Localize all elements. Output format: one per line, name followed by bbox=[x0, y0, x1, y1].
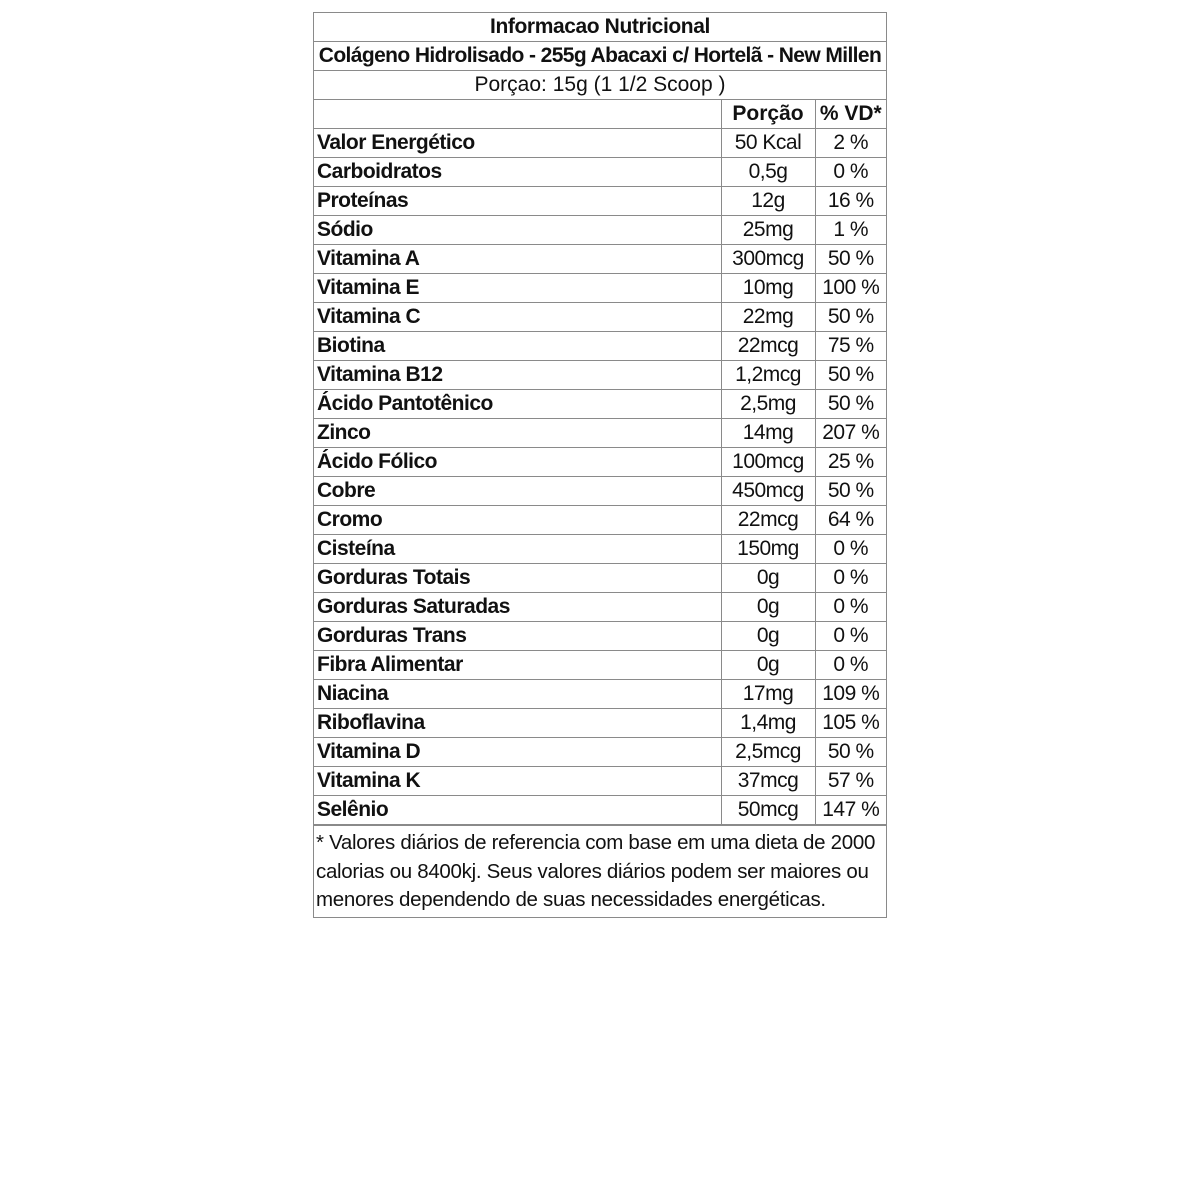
nutrient-name: Ácido Pantotênico bbox=[314, 390, 721, 419]
nutrient-name: Gorduras Saturadas bbox=[314, 593, 721, 622]
nutrient-amount: 25mg bbox=[721, 216, 815, 245]
nutrient-name: Riboflavina bbox=[314, 709, 721, 738]
table-row bbox=[314, 187, 886, 216]
table-row bbox=[314, 332, 886, 361]
nutrient-name: Vitamina C bbox=[314, 303, 721, 332]
nutrient-name: Biotina bbox=[314, 332, 721, 361]
nutrient-name: Vitamina E bbox=[314, 274, 721, 303]
nutrient-name: Gorduras Trans bbox=[314, 622, 721, 651]
nutrient-amount: 2,5mcg bbox=[721, 738, 815, 767]
table-row bbox=[314, 216, 886, 245]
column-header-name bbox=[314, 100, 721, 129]
nutrient-dv: 1 % bbox=[815, 216, 886, 245]
nutrient-amount: 17mg bbox=[721, 680, 815, 709]
column-header-dv: % VD* bbox=[815, 100, 886, 129]
nutrient-name: Vitamina A bbox=[314, 245, 721, 274]
table-row bbox=[314, 564, 886, 593]
nutrient-dv: 64 % bbox=[815, 506, 886, 535]
table-row bbox=[314, 361, 886, 390]
serving-row bbox=[314, 71, 886, 100]
nutrient-amount: 450mcg bbox=[721, 477, 815, 506]
nutrient-dv: 16 % bbox=[815, 187, 886, 216]
table-row bbox=[314, 680, 886, 709]
nutrient-name: Vitamina D bbox=[314, 738, 721, 767]
nutrient-dv: 50 % bbox=[815, 477, 886, 506]
nutrient-dv: 50 % bbox=[815, 738, 886, 767]
table-row bbox=[314, 535, 886, 564]
table-row bbox=[314, 419, 886, 448]
nutrient-amount: 1,2mcg bbox=[721, 361, 815, 390]
nutrient-dv: 0 % bbox=[815, 622, 886, 651]
nutrient-name: Niacina bbox=[314, 680, 721, 709]
nutrient-dv: 50 % bbox=[815, 361, 886, 390]
table-row bbox=[314, 129, 886, 158]
nutrient-dv: 57 % bbox=[815, 767, 886, 796]
nutrient-name: Proteínas bbox=[314, 187, 721, 216]
nutrient-amount: 0g bbox=[721, 651, 815, 680]
nutrient-amount: 50 Kcal bbox=[721, 129, 815, 158]
nutrient-dv: 100 % bbox=[815, 274, 886, 303]
nutrient-dv: 105 % bbox=[815, 709, 886, 738]
table-row bbox=[314, 593, 886, 622]
nutrient-amount: 0g bbox=[721, 593, 815, 622]
nutrient-dv: 75 % bbox=[815, 332, 886, 361]
table-row bbox=[314, 767, 886, 796]
title-row bbox=[314, 13, 886, 42]
nutrient-amount: 2,5mg bbox=[721, 390, 815, 419]
nutrient-dv: 0 % bbox=[815, 564, 886, 593]
nutrient-dv: 50 % bbox=[815, 390, 886, 419]
product-name: Colágeno Hidrolisado - 255g Abacaxi c/ Hortelã - New Millen bbox=[314, 42, 886, 71]
serving-size: Porçao: 15g (1 1/2 Scoop ) bbox=[314, 71, 886, 100]
table-row bbox=[314, 709, 886, 738]
nutrient-dv: 0 % bbox=[815, 158, 886, 187]
nutrient-amount: 12g bbox=[721, 187, 815, 216]
table-row bbox=[314, 477, 886, 506]
nutrient-dv: 0 % bbox=[815, 535, 886, 564]
nutrient-dv: 2 % bbox=[815, 129, 886, 158]
nutrient-amount: 22mcg bbox=[721, 332, 815, 361]
nutrient-dv: 109 % bbox=[815, 680, 886, 709]
label-title: Informacao Nutricional bbox=[314, 13, 886, 42]
nutrient-amount: 50mcg bbox=[721, 796, 815, 825]
nutrient-name: Gorduras Totais bbox=[314, 564, 721, 593]
nutrient-name: Selênio bbox=[314, 796, 721, 825]
nutrient-name: Cisteína bbox=[314, 535, 721, 564]
product-row bbox=[314, 42, 886, 71]
nutrient-dv: 50 % bbox=[815, 245, 886, 274]
table-row bbox=[314, 303, 886, 332]
column-header-amount: Porção bbox=[721, 100, 815, 129]
table-row bbox=[314, 506, 886, 535]
footnote: * Valores diários de referencia com base em uma dieta de 2000 calorias ou 8400kj. Seus valores diários podem ser maiores ou menores dependendo de suas necessidades energéticas. bbox=[314, 825, 886, 917]
nutrient-name: Ácido Fólico bbox=[314, 448, 721, 477]
nutrient-dv: 50 % bbox=[815, 303, 886, 332]
nutrient-amount: 150mg bbox=[721, 535, 815, 564]
nutrient-amount: 14mg bbox=[721, 419, 815, 448]
nutrient-dv: 0 % bbox=[815, 651, 886, 680]
nutrient-amount: 10mg bbox=[721, 274, 815, 303]
nutrient-name: Valor Energético bbox=[314, 129, 721, 158]
nutrient-amount: 22mg bbox=[721, 303, 815, 332]
nutrient-name: Sódio bbox=[314, 216, 721, 245]
nutrient-amount: 0g bbox=[721, 622, 815, 651]
nutrient-dv: 25 % bbox=[815, 448, 886, 477]
table-row bbox=[314, 448, 886, 477]
nutrient-name: Cromo bbox=[314, 506, 721, 535]
nutrient-amount: 22mcg bbox=[721, 506, 815, 535]
table-row bbox=[314, 622, 886, 651]
nutrient-dv: 147 % bbox=[815, 796, 886, 825]
nutrient-name: Zinco bbox=[314, 419, 721, 448]
table-row bbox=[314, 651, 886, 680]
nutrient-amount: 37mcg bbox=[721, 767, 815, 796]
table-row bbox=[314, 158, 886, 187]
table-row bbox=[314, 390, 886, 419]
table-row bbox=[314, 245, 886, 274]
nutrition-table bbox=[314, 13, 886, 825]
nutrient-name: Carboidratos bbox=[314, 158, 721, 187]
nutrient-name: Vitamina B12 bbox=[314, 361, 721, 390]
nutrient-name: Vitamina K bbox=[314, 767, 721, 796]
table-row bbox=[314, 796, 886, 825]
nutrient-dv: 207 % bbox=[815, 419, 886, 448]
table-row bbox=[314, 738, 886, 767]
nutrient-dv: 0 % bbox=[815, 593, 886, 622]
header-row bbox=[314, 100, 886, 129]
nutrient-amount: 1,4mg bbox=[721, 709, 815, 738]
nutrient-amount: 100mcg bbox=[721, 448, 815, 477]
nutrient-amount: 0g bbox=[721, 564, 815, 593]
nutrient-name: Fibra Alimentar bbox=[314, 651, 721, 680]
nutrient-amount: 0,5g bbox=[721, 158, 815, 187]
nutrition-label bbox=[313, 12, 887, 918]
table-row bbox=[314, 274, 886, 303]
nutrient-amount: 300mcg bbox=[721, 245, 815, 274]
nutrient-name: Cobre bbox=[314, 477, 721, 506]
